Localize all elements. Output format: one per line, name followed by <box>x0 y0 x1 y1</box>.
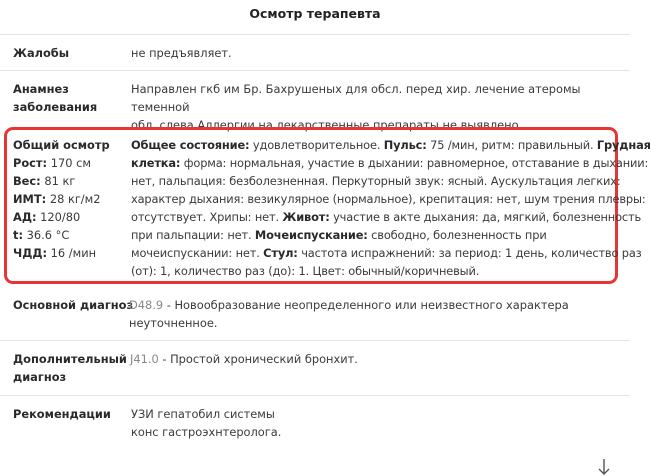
vital-value: 81 кг <box>40 174 76 188</box>
divider <box>0 340 630 341</box>
recommendations-value <box>131 405 621 441</box>
anamnesis-value <box>131 80 621 134</box>
exam-line: нет, пальпация: безболезненная. Перкуторный звук: ясный. Аускультация легких: <box>131 174 621 188</box>
exam-term: Стул: <box>263 246 298 260</box>
main-diagnosis-value <box>129 296 619 332</box>
anamnesis-value-line2: обл. слева Аллергии на лекарственные препараты не выявлено. <box>131 118 523 132</box>
additional-diagnosis-code: J41.0 <box>130 352 159 366</box>
recommendations-label: Рекомендации <box>13 407 111 421</box>
vital-name: Рост: <box>13 156 48 170</box>
additional-diagnosis-value <box>130 350 620 368</box>
vital-row <box>13 208 110 226</box>
exam-line: отсутствует. Хрипы: нет. Живот: участие в акте дыхания: да, мягкий, болезненность <box>131 210 642 224</box>
vital-name: АД: <box>13 210 37 224</box>
exam-term: Живот: <box>282 210 330 224</box>
vital-name: ЧДД: <box>13 246 48 260</box>
anamnesis-label-line2: заболевания <box>13 100 98 114</box>
anamnesis-value-line1: Направлен гкб им Бр. Бахрушеных для обсл. перед хир. лечение атеромы теменной <box>131 82 581 114</box>
page-title: Осмотр терапевта <box>249 6 381 21</box>
additional-diagnosis-label <box>13 350 127 386</box>
exam-term: Мочеиспускание: <box>254 228 368 242</box>
exam-term: Грудная <box>596 138 651 152</box>
vital-row <box>13 190 110 208</box>
additional-diagnosis-text: - Простой хронический бронхит. <box>158 352 358 366</box>
vital-row <box>13 226 110 244</box>
exam-term: Пульс: <box>383 138 427 152</box>
vitals-block <box>13 136 110 262</box>
vital-name: t: <box>13 228 24 242</box>
arrow-down-icon[interactable] <box>597 458 611 476</box>
divider <box>0 70 630 71</box>
exam-line: при пальпации: нет. Мочеиспускание: свободно, болезненность при <box>131 228 547 242</box>
vital-row <box>13 172 110 190</box>
exam-term: Общее состояние: <box>131 138 250 152</box>
vital-value: 28 кг/м2 <box>46 192 101 206</box>
additional-diagnosis-label-line1: Дополнительный <box>13 352 127 366</box>
anamnesis-label <box>13 80 97 116</box>
vital-name: Вес: <box>13 174 41 188</box>
exam-line: (от): 1, количество раз (до): 1. Цвет: обычный/коричневый. <box>131 264 480 278</box>
exam-term: клетка: <box>131 156 181 170</box>
exam-line: мочеиспускании: нет. Стул: частота испражнений: за период: 1 день, количество раз <box>131 246 642 260</box>
exam-line: клетка: форма: нормальная, участие в дыхании: равномерное, отставание в дыхании: <box>131 156 649 170</box>
additional-diagnosis-label-line2: диагноз <box>13 370 67 384</box>
recommendations-line1: УЗИ гепатобил системы <box>131 407 275 421</box>
vital-row <box>13 244 110 262</box>
main-diagnosis-label: Основной диагноз <box>13 298 134 312</box>
exam-line: характер дыхания: везикулярное (нормальное), крепитация: нет, шум трения плевры: <box>131 192 646 206</box>
anamnesis-label-line1: Анамнез <box>13 82 69 96</box>
recommendations-line2: конс гастроэхнтеролога. <box>131 425 282 439</box>
vital-value: 170 см <box>47 156 91 170</box>
exam-line: Общее состояние: удовлетворительное. Пульс: 75 /мин, ритм: правильный. Грудная <box>131 138 651 152</box>
general-exam-text <box>131 136 651 280</box>
vital-value: 120/80 <box>36 210 81 224</box>
complaints-label: Жалобы <box>13 46 70 60</box>
complaints-value: не предъявляет. <box>131 46 232 60</box>
vital-row <box>13 154 110 172</box>
main-diagnosis-text: - Новообразование неопределенного или неизвестного характера <box>163 298 569 312</box>
general-exam-label: Общий осмотр <box>13 138 110 152</box>
vital-value: 36.6 °C <box>23 228 70 242</box>
main-diagnosis-code: D48.9 <box>129 298 164 312</box>
divider <box>0 395 630 396</box>
main-diagnosis-text-line2: неуточненное. <box>129 316 218 330</box>
divider <box>0 34 630 35</box>
vital-name: ИМТ: <box>13 192 47 206</box>
vital-value: 16 /мин <box>47 246 97 260</box>
